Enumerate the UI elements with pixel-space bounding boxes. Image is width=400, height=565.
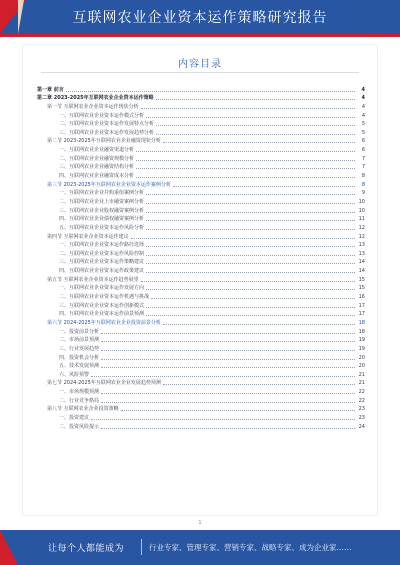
toc-leader-dots — [156, 99, 355, 100]
toc-leader-dots — [121, 410, 355, 411]
toc-entry[interactable] — [37, 405, 365, 414]
toc-entry-title: 二、行业竞争格局 — [59, 397, 100, 404]
toc-leader-dots — [101, 367, 355, 368]
toc-entry-page: 14 — [358, 268, 365, 275]
toc-entry[interactable] — [37, 284, 365, 293]
toc-entry-title: 二、互联网农业企业融资规模分析 — [59, 155, 135, 162]
toc-leader-dots — [163, 384, 355, 385]
toc-entry-title: 六、风险预警 — [59, 371, 90, 378]
toc-entry[interactable] — [37, 344, 365, 353]
toc-entry[interactable] — [37, 232, 365, 241]
toc-entry-title: 第五节 互联网农业企业资本运作趋势展望 — [47, 276, 139, 283]
toc-leader-dots — [141, 281, 355, 282]
toc-leader-dots — [156, 125, 355, 126]
toc-leader-dots — [146, 117, 355, 118]
toc-leader-dots — [146, 194, 355, 195]
toc-entry-title: 一、互联网农业企业融资渠道分析 — [59, 147, 135, 154]
footer-tagline: 行业专家、管理专家、营销专家、战略专家、成为企业家…… — [149, 543, 352, 552]
toc-entry-title: 三、互联网农业企业股权融资案例分析 — [59, 207, 145, 214]
footer-divider — [141, 539, 142, 555]
toc-leader-dots — [136, 177, 355, 178]
toc-entry-page: 13 — [358, 250, 365, 257]
toc-entry[interactable] — [37, 171, 365, 180]
footer-red-corner — [0, 530, 18, 565]
toc-entry-title: 第二章 2023-2025年互联网农业企业资本运作策略 — [37, 95, 154, 102]
toc-entry-page: 15 — [358, 285, 365, 292]
toc-entry-page: 23 — [358, 414, 365, 421]
toc-leader-dots — [101, 350, 355, 351]
toc-entry-title: 二、投资风险提示 — [59, 423, 100, 430]
toc-entry[interactable] — [37, 310, 365, 319]
toc-entry-title: 三、互联网农业企业融资结构分析 — [59, 164, 135, 171]
toc-entry-page: 15 — [358, 276, 365, 283]
toc-entry-title: 二、互联网农业企业资本运作风险控制 — [59, 250, 145, 257]
toc-entry[interactable] — [37, 163, 365, 172]
toc-leader-dots — [136, 160, 355, 161]
toc-entry-page: 18 — [358, 328, 365, 335]
toc-leader-dots — [173, 186, 355, 187]
footer-banner — [0, 530, 400, 565]
toc-entry-page: 12 — [358, 233, 365, 240]
toc-leader-dots — [146, 229, 355, 230]
toc-entry-page: 21 — [358, 371, 365, 378]
toc-entry-page: 5 — [361, 129, 365, 136]
toc-entry[interactable] — [37, 258, 365, 267]
toc-entry[interactable] — [37, 318, 365, 327]
toc-leader-dots — [146, 263, 355, 264]
toc-entry-page: 24 — [358, 423, 365, 430]
toc-leader-dots — [91, 419, 355, 420]
toc-entry[interactable] — [37, 111, 365, 120]
toc-leader-dots — [131, 238, 355, 239]
toc-entry-title: 二、互联网农业企业资本运作机遇与挑战 — [59, 294, 150, 301]
toc-entry-page: 5 — [361, 121, 365, 128]
toc-entry-page: 11 — [358, 216, 365, 223]
toc-entry[interactable] — [37, 370, 365, 379]
toc-leader-dots — [141, 108, 355, 109]
toc-leader-dots — [146, 307, 355, 308]
toc-entry[interactable] — [37, 292, 365, 301]
toc-leader-dots — [91, 376, 355, 377]
toc-entry-title: 五、互联网农业企业资本运作风险分析 — [59, 224, 145, 231]
toc-entry-page: 4 — [361, 86, 365, 93]
toc-leader-dots — [146, 212, 355, 213]
toc-entry-title: 第一节 互联网农业企业资本运作现状分析 — [47, 103, 139, 110]
toc-entry-page: 22 — [358, 389, 365, 396]
toc-entry-title: 二、互联网农业企业上市融资案例分析 — [59, 198, 145, 205]
toc-entry-title: 五、技术发展预测 — [59, 363, 100, 370]
toc-entry-title: 第八节 互联网农业企业投资策略 — [47, 406, 119, 413]
toc-heading: 内容目录 — [178, 59, 222, 70]
toc-leader-dots — [163, 142, 355, 143]
toc-leader-dots — [136, 151, 355, 152]
toc-entry[interactable] — [37, 215, 365, 224]
toc-entry-title: 第七节 2024-2025年互联网农业企业发展趋势预测 — [47, 380, 161, 387]
header-banner — [0, 0, 400, 34]
toc-leader-dots — [146, 289, 355, 290]
toc-leader-dots — [146, 246, 355, 247]
toc-entry[interactable] — [37, 102, 365, 111]
toc-leader-dots — [156, 134, 355, 135]
toc-entry[interactable] — [37, 223, 365, 232]
toc-entry-page: 4 — [361, 95, 365, 102]
toc-entry-title: 三、行业发展趋势 — [59, 345, 100, 352]
toc-entry[interactable] — [37, 145, 365, 154]
toc-leader-dots — [146, 220, 355, 221]
toc-entry[interactable] — [37, 241, 365, 250]
toc-entry-page: 19 — [358, 337, 365, 344]
toc-entry-page: 7 — [361, 155, 365, 162]
toc-entry-title: 三、互联网农业企业资本运作发展趋势分析 — [59, 129, 155, 136]
toc-entry-title: 一、互联网农业企业资本运作模式分析 — [59, 112, 145, 119]
toc-leader-dots — [101, 341, 355, 342]
toc-entry[interactable] — [37, 94, 365, 103]
toc-entry-title: 四、互联网农业企业融资成本分析 — [59, 173, 135, 180]
toc-entry[interactable] — [37, 422, 365, 431]
toc-entry-title: 三、互联网农业企业资本运作创新模式 — [59, 302, 145, 309]
toc-leader-dots — [146, 315, 355, 316]
page-number: 1 — [198, 520, 202, 526]
toc-entry-page: 22 — [358, 397, 365, 404]
toc-entry-page: 9 — [361, 190, 365, 197]
toc-entry-page: 21 — [358, 380, 365, 387]
toc-leader-dots — [146, 272, 355, 273]
toc-entry-title: 一、互联网农业企业资本运作路径选择 — [59, 242, 145, 249]
toc-leader-dots — [66, 91, 355, 92]
toc-entry[interactable] — [37, 137, 365, 146]
toc-entry-title: 四、投资机会分析 — [59, 354, 100, 361]
toc-entry-title: 二、市场前景预测 — [59, 337, 100, 344]
toc-entry-title: 第三节 2023-2025年互联网农业企业资本运作案例分析 — [47, 181, 171, 188]
toc-page — [22, 44, 378, 516]
toc-entry[interactable] — [37, 197, 365, 206]
toc-entry[interactable] — [37, 154, 365, 163]
toc-entry[interactable] — [37, 387, 365, 396]
toc-entry-page: 4 — [361, 112, 365, 119]
banner-beige-stripe — [18, 0, 24, 34]
toc-entry-page: 20 — [358, 363, 365, 370]
toc-entry-page: 12 — [358, 224, 365, 231]
toc-entry[interactable] — [37, 396, 365, 405]
toc-entry[interactable] — [37, 275, 365, 284]
toc-entry-page: 7 — [361, 164, 365, 171]
toc-entry-page: 16 — [358, 294, 365, 301]
toc-leader-dots — [146, 255, 355, 256]
toc-entry-page: 6 — [361, 147, 365, 154]
toc-entry-title: 四、互联网农业企业债权融资案例分析 — [59, 216, 145, 223]
report-title: 互联网农业企业资本运作策略研究报告 — [72, 10, 328, 26]
toc-entry-page: 18 — [358, 319, 365, 326]
toc-entry-page: 8 — [361, 181, 365, 188]
banner-accent-bar — [0, 34, 400, 37]
toc-entry[interactable] — [37, 128, 365, 137]
toc-entry-title: 一、市场规模预测 — [59, 389, 100, 396]
toc-leader-dots — [136, 168, 355, 169]
toc-entry-page: 17 — [358, 302, 365, 309]
toc-entry-page: 23 — [358, 406, 365, 413]
toc-entry-title: 四、互联网农业企业资本运作政策建议 — [59, 268, 145, 275]
toc-leader-dots — [101, 393, 355, 394]
toc-entry-title: 一、投资前景分析 — [59, 328, 100, 335]
toc-leader-dots — [101, 402, 355, 403]
toc-leader-dots — [151, 298, 355, 299]
toc-entry[interactable] — [37, 249, 365, 258]
toc-entry-page: 8 — [361, 173, 365, 180]
toc-leader-dots — [101, 428, 355, 429]
toc-entry[interactable] — [37, 189, 365, 198]
toc-entry[interactable] — [37, 301, 365, 310]
toc-entry-page: 10 — [358, 207, 365, 214]
toc-entry-page: 10 — [358, 198, 365, 205]
toc-entry-title: 第四节 互联网农业企业资本运作建议 — [47, 233, 129, 240]
toc-entry-title: 一、互联网农业企业资本运作发展方向 — [59, 285, 145, 292]
toc-entry[interactable] — [37, 180, 365, 189]
toc-entry[interactable] — [37, 327, 365, 336]
toc-entry[interactable] — [37, 120, 365, 129]
toc-entry-page: 4 — [361, 103, 365, 110]
toc-entry-title: 三、互联网农业企业资本运作策略建议 — [59, 259, 145, 266]
toc-entry-title: 第二节 2023-2025年互联网农业企业融资现状分析 — [47, 138, 161, 145]
toc-entry-page: 14 — [358, 259, 365, 266]
toc-leader-dots — [101, 333, 355, 334]
toc-entry-page: 20 — [358, 354, 365, 361]
toc-entry-title: 第一章 前言 — [37, 86, 64, 93]
toc-entry-title: 二、互联网农业企业资本运作发展特点分析 — [59, 121, 155, 128]
toc-entry-page: 17 — [358, 311, 365, 318]
toc-entry-page: 13 — [358, 242, 365, 249]
toc-leader-dots — [146, 203, 355, 204]
toc-entry[interactable] — [37, 379, 365, 388]
toc-entry-page: 6 — [361, 138, 365, 145]
toc-leader-dots — [101, 359, 355, 360]
toc-entry[interactable] — [37, 336, 365, 345]
toc-entry[interactable] — [37, 85, 365, 94]
toc-heading-divider — [41, 72, 359, 73]
toc-entry[interactable] — [37, 353, 365, 362]
toc-leader-dots — [163, 324, 355, 325]
toc-entry-title: 一、投资建议 — [59, 414, 90, 421]
toc-entry[interactable] — [37, 266, 365, 275]
toc-entry-page: 19 — [358, 345, 365, 352]
toc-entry-title: 四、互联网农业企业资本运作前景预测 — [59, 311, 145, 318]
toc-entry-title: 第六节 2024-2025年互联网农业企业投资前景分析 — [47, 319, 161, 326]
toc-entry[interactable] — [37, 413, 365, 422]
toc-entry[interactable] — [37, 362, 365, 371]
toc-entry-title: 一、互联网农业企业并购重组案例分析 — [59, 190, 145, 197]
footer-slogan: 让每个人都能成为 — [48, 544, 125, 554]
toc-list — [37, 85, 365, 431]
toc-entry[interactable] — [37, 206, 365, 215]
